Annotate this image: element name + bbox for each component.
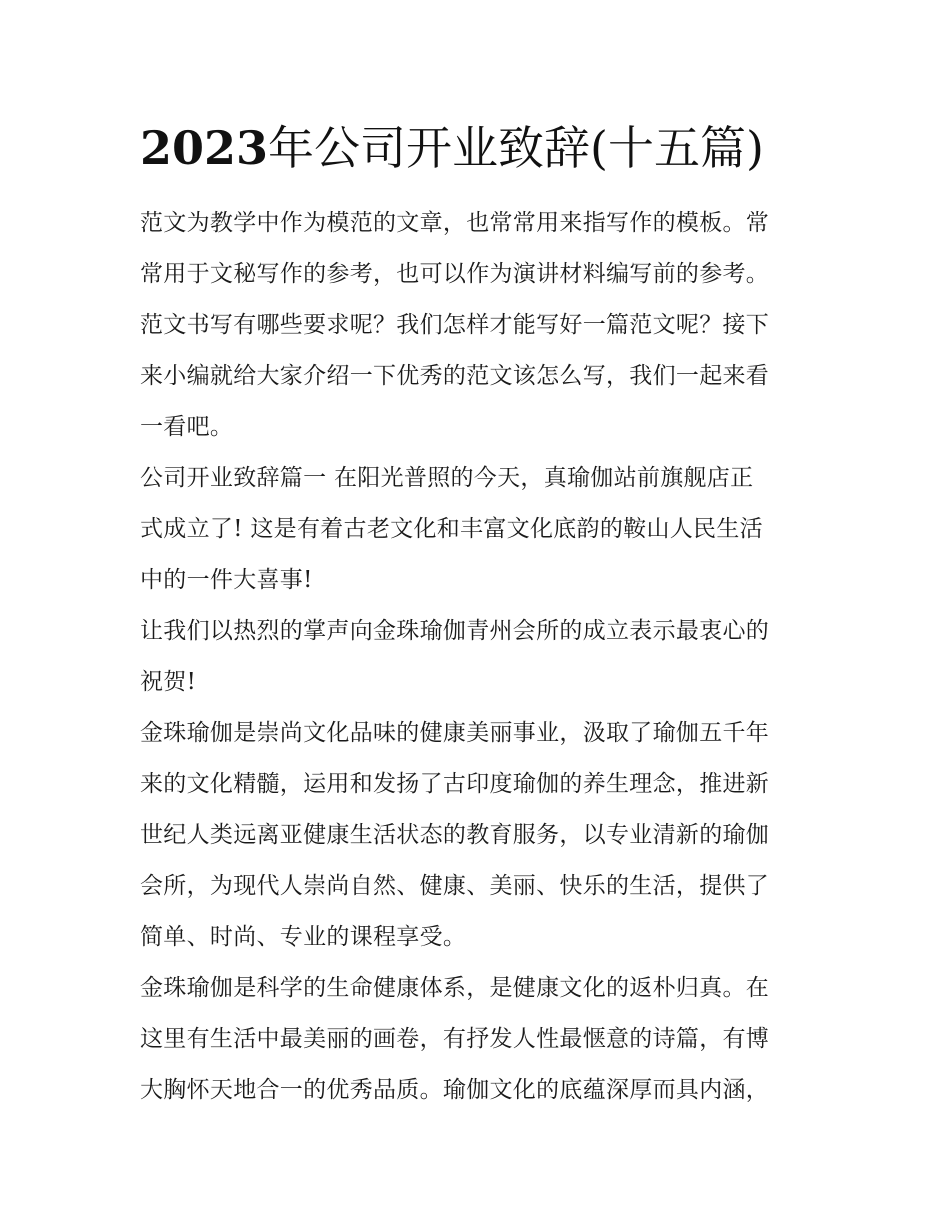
document-title [140, 118, 820, 178]
text-line: 大胸怀天地合一的优秀品质。瑜伽文化的底蕴深厚而具内涵， [140, 1077, 770, 1103]
text-line: 式成立了! 这是有着古老文化和丰富文化底韵的鞍山人民生活 [140, 516, 763, 542]
paragraph-intro [140, 198, 812, 453]
text-line: 简单、时尚、专业的课程享受。 [140, 924, 467, 950]
text-line: 会所，为现代人崇尚自然、健康、美丽、快乐的生活，提供了 [140, 873, 770, 899]
paragraph-science [140, 963, 812, 1116]
text-line: 金珠瑜伽是科学的生命健康体系，是健康文化的返朴归真。在 [140, 975, 770, 1001]
text-line: 金珠瑜伽是崇尚文化品味的健康美丽事业，汲取了瑜伽五千年 [140, 720, 770, 746]
text-line: 来小编就给大家介绍一下优秀的范文该怎么写，我们一起来看 [140, 363, 770, 389]
text-line: 世纪人类远离亚健康生活状态的教育服务，以专业清新的瑜伽 [140, 822, 770, 848]
text-line: 祝贺! [140, 669, 197, 695]
text-line: 让我们以热烈的掌声向金珠瑜伽青州会所的成立表示最衷心的 [140, 618, 770, 644]
title-text: 年公司开业致辞(十五篇) [268, 121, 764, 175]
text-line: 范文为教学中作为模范的文章，也常常用来指写作的模板。常 [140, 210, 770, 236]
text-line: 中的一件大喜事! [140, 567, 313, 593]
text-line: 公司开业致辞篇一 在阳光普照的今天，真瑜伽站前旗舰店正 [140, 465, 754, 491]
paragraph-applause [140, 606, 812, 708]
paragraph-culture [140, 708, 812, 963]
document-body [140, 198, 812, 1116]
text-line: 来的文化精髓，运用和发扬了古印度瑜伽的养生理念，推进新 [140, 771, 770, 797]
text-line: 范文书写有哪些要求呢？我们怎样才能写好一篇范文呢？接下 [140, 312, 770, 338]
title-year: 2023 [140, 121, 269, 175]
text-line: 这里有生活中最美丽的画卷，有抒发人性最惬意的诗篇，有博 [140, 1026, 770, 1052]
text-line: 常用于文秘写作的参考，也可以作为演讲材料编写前的参考。 [140, 261, 770, 287]
paragraph-speech-one [140, 453, 812, 606]
text-line: 一看吧。 [140, 414, 234, 440]
